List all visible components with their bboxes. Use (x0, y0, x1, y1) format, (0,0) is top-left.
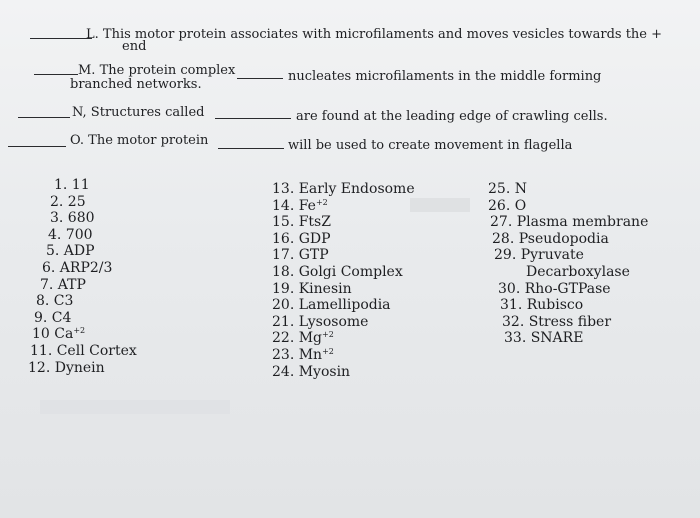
answer-option: 6. ARP2/3 (42, 259, 113, 276)
answer-option: 13. Early Endosome (272, 181, 415, 197)
answer-blank-l[interactable] (30, 38, 92, 39)
answer-option: 26. O (488, 197, 527, 214)
answer-bank-column-1 (28, 177, 137, 376)
answer-option: 1. 11 (54, 177, 90, 193)
answer-option-continuation: Decarboxylase (526, 263, 630, 280)
answer-option: 12. Dynein (28, 359, 105, 376)
answer-option: 27. Plasma membrane (490, 214, 649, 231)
answer-option: 11. Cell Cortex (30, 342, 137, 359)
superscript: +2 (322, 330, 334, 340)
answer-option (272, 198, 415, 215)
question-o-line1: O. The motor protein (70, 133, 209, 148)
question-n-line2: are found at the leading edge of crawling cells. (296, 109, 608, 124)
answer-option-text: 14. Fe (272, 197, 316, 214)
question-m-line3: branched networks. (70, 77, 202, 92)
answer-option: 28. Pseudopodia (492, 230, 609, 247)
answer-option: 18. Golgi Complex (272, 263, 403, 280)
answer-bank-column-2 (272, 181, 415, 380)
answer-option: 32. Stress fiber (502, 313, 612, 330)
answer-bank-column-3 (486, 181, 648, 347)
answer-option: 7. ATP (40, 276, 86, 293)
answer-option: 24. Myosin (272, 363, 351, 380)
answer-option: 21. Lysosome (272, 313, 369, 330)
answer-option: 2. 25 (50, 193, 86, 210)
answer-option (272, 330, 415, 347)
question-l-line2: end (122, 39, 147, 54)
answer-option: 19. Kinesin (272, 280, 352, 297)
answer-option-text: 23. Mn (272, 346, 323, 363)
answer-blank-o[interactable] (218, 148, 284, 149)
answer-option-text: 22. Mg (272, 330, 323, 347)
question-o-line2: will be used to create movement in flagella (288, 138, 573, 153)
answer-blank-n-left[interactable] (18, 117, 70, 118)
answer-option: 8. C3 (36, 293, 74, 310)
answer-blank-o-left[interactable] (8, 146, 66, 147)
superscript: +2 (315, 197, 328, 207)
answer-option: 9. C4 (34, 309, 72, 326)
superscript: +2 (73, 326, 86, 336)
answer-option: 3. 680 (50, 210, 95, 227)
answer-option: 4. 700 (48, 226, 93, 243)
answer-blank-n[interactable] (215, 118, 291, 119)
answer-option: 16. GDP (272, 230, 331, 247)
question-n-line1: N, Structures called (72, 105, 205, 120)
bleed-through-mark (410, 198, 470, 212)
answer-option: 29. Pyruvate (494, 247, 584, 264)
question-m-line2: nucleates microfilaments in the middle forming (288, 69, 602, 84)
question-l-line1: L. This motor protein associates with microfilaments and moves vesicles towards the + (86, 27, 663, 42)
answer-option: 15. FtsZ (272, 214, 331, 231)
answer-option: 5. ADP (46, 243, 95, 260)
answer-option (272, 347, 415, 364)
superscript: +2 (322, 346, 334, 356)
answer-blank-m-left[interactable] (34, 74, 78, 75)
answer-option-text: 10 Ca (32, 326, 74, 343)
bleed-through-mark (40, 400, 230, 414)
question-m-line1: M. The protein complex (78, 63, 236, 78)
answer-option: 30. Rho-GTPase (498, 280, 611, 297)
answer-option: 25. N (488, 181, 527, 197)
answer-option: 20. Lamellipodia (272, 297, 391, 314)
answer-option (28, 326, 137, 343)
answer-option: 33. SNARE (504, 330, 584, 347)
answer-blank-m[interactable] (237, 78, 283, 79)
answer-option: 31. Rubisco (500, 297, 584, 314)
answer-option: 17. GTP (272, 247, 329, 264)
